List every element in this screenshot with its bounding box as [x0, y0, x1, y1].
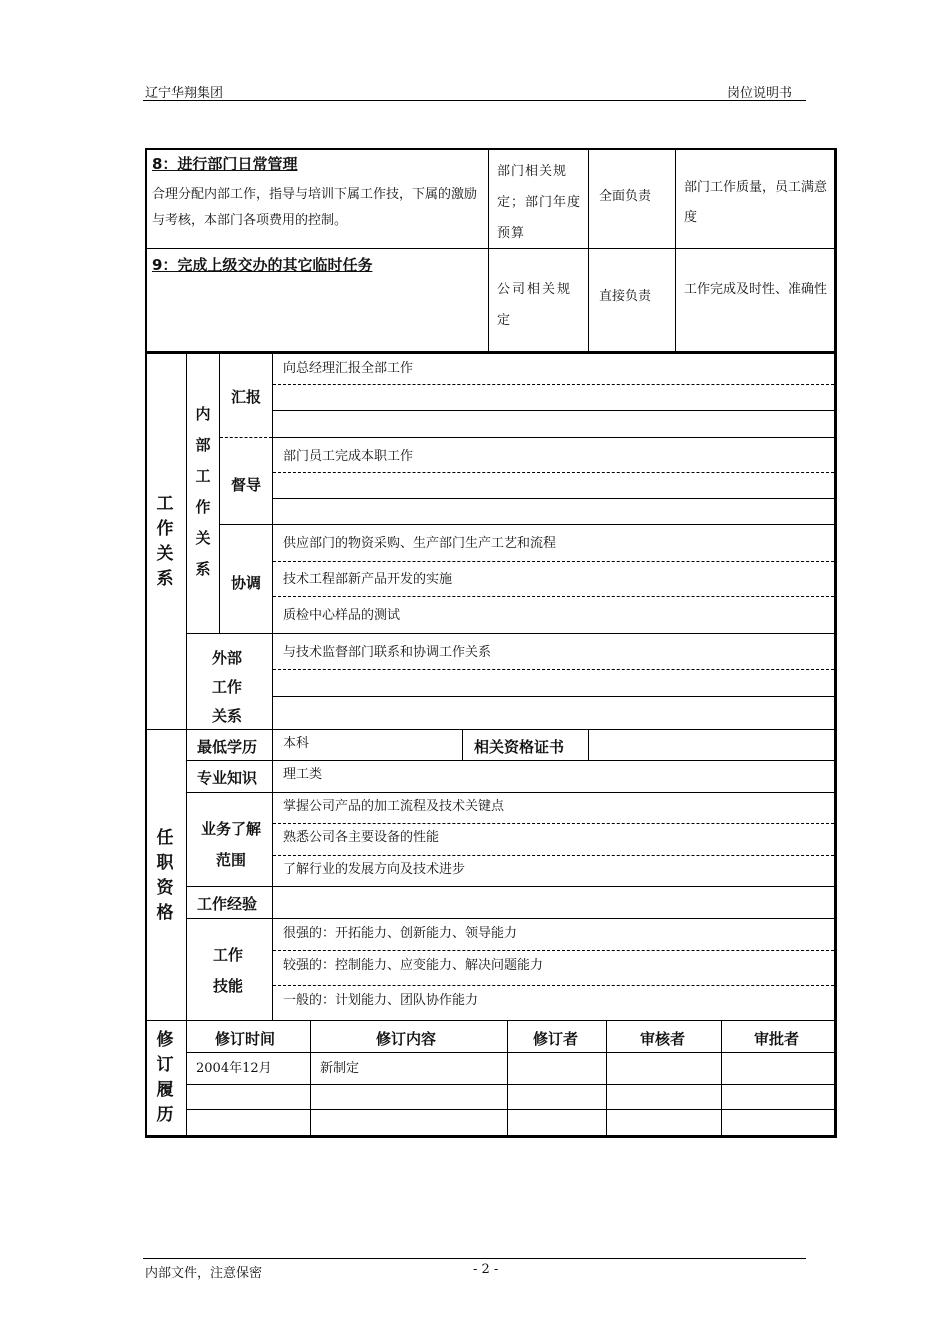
skill-item: 较强的：控制能力、应变能力、解决问题能力 — [283, 958, 544, 973]
report-item: 向总经理汇报全部工作 — [283, 361, 414, 376]
duty-8-basis: 部门相关规定；部门年度预算 — [497, 164, 582, 241]
grid-line — [186, 760, 834, 761]
page-footer — [143, 1258, 806, 1279]
row-line — [273, 410, 834, 411]
duty-8-standard: 部门工作质量，员工满意度 — [684, 180, 828, 225]
business-item: 熟悉公司各主要设备的性能 — [283, 830, 440, 845]
education-value: 本科 — [283, 736, 310, 751]
row-line — [273, 950, 834, 951]
row-line — [273, 437, 834, 438]
business-scope-label: 业务了解 范围 — [200, 820, 261, 869]
supervise-item: 部门员工完成本职工作 — [283, 449, 414, 464]
grid-line — [462, 729, 463, 760]
grid-line — [147, 729, 834, 730]
grid-line — [507, 1020, 508, 1138]
knowledge-label: 专业知识 — [197, 769, 258, 787]
coordinate-item: 技术工程部新产品开发的实施 — [283, 572, 453, 587]
grid-line — [186, 918, 834, 919]
grid-line — [147, 248, 834, 249]
company-name: 辽宁华翔集团 — [145, 86, 224, 101]
skills-label: 工作 技能 — [213, 946, 244, 995]
duty-8-title: 8：进行部门日常管理 — [152, 155, 298, 173]
external-relations-label: 外部 工作 关系 — [212, 649, 243, 725]
grid-line — [147, 1020, 834, 1021]
row-line — [273, 596, 834, 597]
external-item: 与技术监督部门联系和协调工作关系 — [283, 645, 492, 660]
page-number: - 2 - — [473, 1262, 499, 1277]
skill-item: 很强的：开拓能力、创新能力、领导能力 — [283, 926, 518, 941]
grid-line — [220, 437, 272, 438]
coordinate-label: 协调 — [231, 574, 262, 592]
revision-date: 2004年12月 — [196, 1061, 272, 1076]
duty-9-standard: 工作完成及时性、准确性 — [684, 282, 828, 297]
section-divider — [147, 351, 834, 354]
grid-line — [588, 150, 589, 352]
grid-line — [606, 1020, 607, 1138]
duty-8-responsibility: 全面负责 — [599, 189, 652, 204]
grid-line — [186, 1109, 834, 1110]
confidential-note: 内部文件，注意保密 — [145, 1266, 263, 1281]
grid-line — [186, 1052, 834, 1053]
business-item: 掌握公司产品的加工流程及技术关键点 — [283, 799, 505, 814]
row-line — [273, 855, 834, 856]
experience-label: 工作经验 — [197, 895, 258, 913]
grid-line — [186, 1084, 834, 1085]
grid-line — [220, 524, 272, 525]
grid-line — [186, 886, 834, 887]
work-relations-title: 工作关系 — [156, 494, 174, 589]
duty-9-basis: 公司相关规定 — [497, 282, 573, 328]
revision-header-content: 修订内容 — [376, 1030, 437, 1048]
grid-line — [272, 729, 273, 1020]
grid-line — [588, 729, 589, 760]
revision-header-reviewer: 审核者 — [640, 1030, 686, 1048]
row-line — [273, 498, 834, 499]
row-line — [273, 696, 834, 697]
internal-relations-label: 内部工作关系 — [195, 405, 211, 578]
grid-line — [186, 633, 834, 634]
row-line — [273, 823, 834, 824]
grid-line — [219, 354, 220, 633]
education-label: 最低学历 — [197, 738, 258, 756]
coordinate-item: 供应部门的物资采购、生产部门生产工艺和流程 — [283, 536, 557, 551]
duty-8-description: 合理分配内部工作，指导与培训下属工作技，下属的激励与考核，本部门各项费用的控制。 — [152, 187, 478, 228]
qualification-title: 任职资格 — [156, 828, 174, 923]
grid-line — [186, 792, 834, 793]
row-line — [273, 669, 834, 670]
revision-header-approver: 审批者 — [754, 1030, 800, 1048]
skill-item: 一般的：计划能力、团队协作能力 — [283, 993, 479, 1008]
report-label: 汇报 — [231, 388, 262, 406]
knowledge-value: 理工类 — [283, 767, 323, 782]
supervise-label: 督导 — [231, 476, 262, 494]
coordinate-item: 质检中心样品的测试 — [283, 608, 401, 623]
grid-line — [310, 1020, 311, 1138]
duty-9-responsibility: 直接负责 — [599, 289, 652, 304]
row-line — [273, 561, 834, 562]
grid-line — [675, 150, 676, 352]
grid-line — [488, 150, 489, 352]
certificate-label: 相关资格证书 — [474, 738, 565, 756]
row-line — [273, 524, 834, 525]
document-type: 岗位说明书 — [726, 86, 792, 101]
business-item: 了解行业的发展方向及技术进步 — [283, 862, 466, 877]
grid-line — [721, 1020, 722, 1138]
row-line — [273, 472, 834, 473]
revision-header-reviser: 修订者 — [533, 1030, 579, 1048]
duty-9-title: 9：完成上级交办的其它临时任务 — [152, 256, 373, 274]
page-header — [143, 82, 806, 101]
row-line — [273, 384, 834, 385]
revision-header-time: 修订时间 — [215, 1030, 276, 1048]
row-line — [273, 985, 834, 986]
revision-content: 新制定 — [320, 1061, 360, 1076]
revision-history-title: 修订履历 — [156, 1030, 174, 1125]
